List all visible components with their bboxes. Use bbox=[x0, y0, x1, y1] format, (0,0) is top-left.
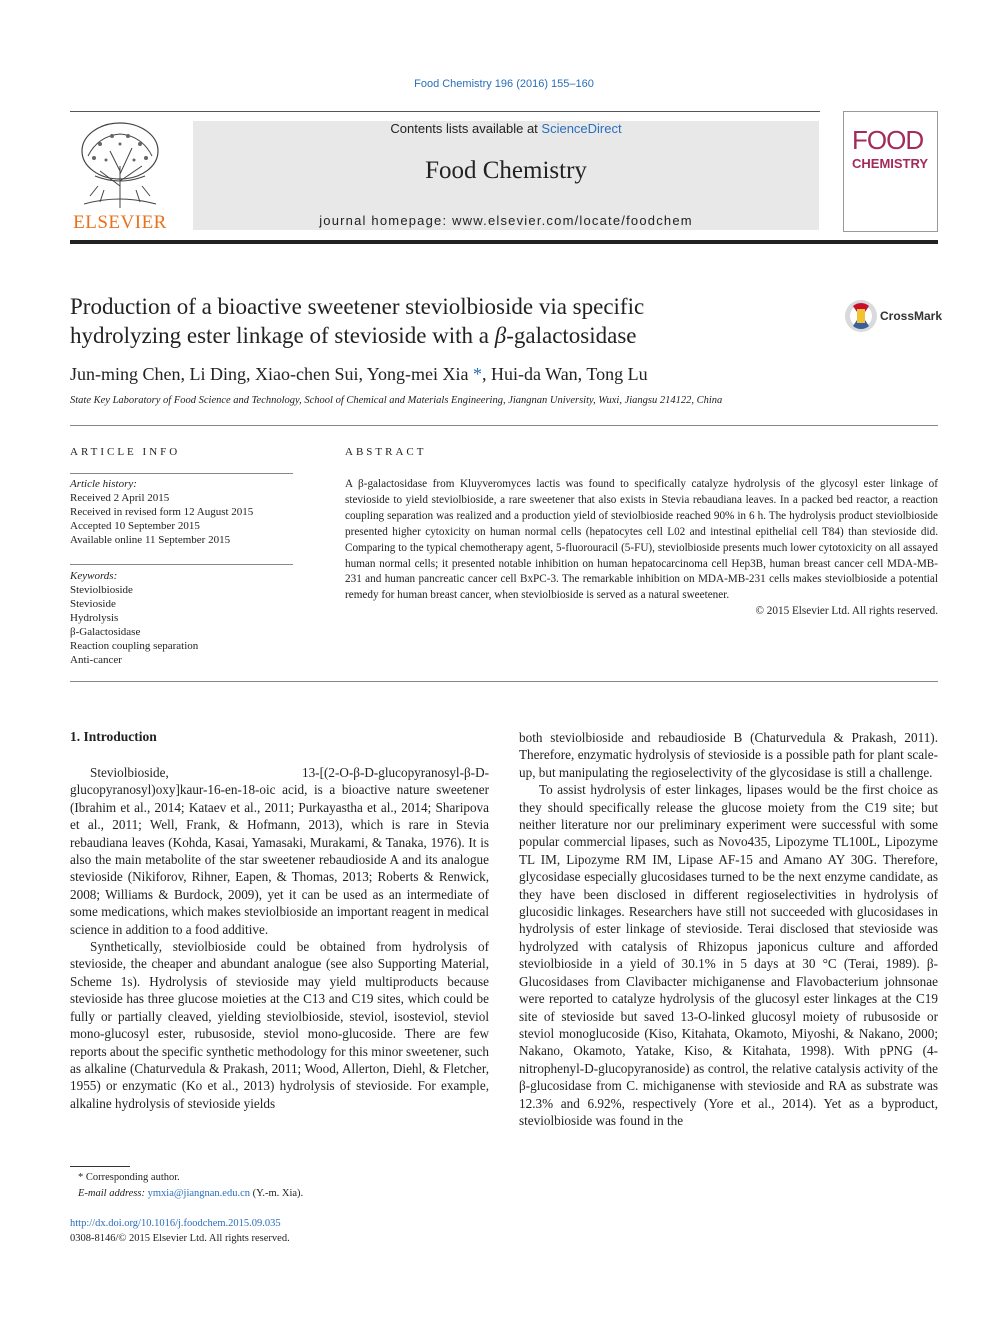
body-paragraph: both steviolbioside and rebaudioside B (Chaturvedula & Prakash, 2011). Therefore, enzymatic hydrolysis of stevioside is a possible path for plant scale-up, but manipulating the regioselectivity of the glycosidase is still a challenge. bbox=[519, 730, 938, 780]
abstract-divider bbox=[70, 681, 938, 682]
email-link[interactable]: ymxia@jiangnan.edu.cn bbox=[147, 1188, 250, 1199]
article-title bbox=[70, 292, 830, 350]
history-label: Article history: bbox=[70, 478, 137, 490]
title-line-2-text: hydrolyzing ester linkage of stevioside with a bbox=[70, 323, 495, 348]
abstract-copyright: © 2015 Elsevier Ltd. All rights reserved. bbox=[755, 605, 938, 618]
body-paragraph: Synthetically, steviolbioside could be obtained from hydrolysis of stevioside, the cheaper and abundant analogue (see also Supporting Material, Scheme 1s). Hydrolysis of stevioside may yield multiproducts because stevioside has three glucose moieties at the C13 and C19 sites, which could be fully or partially cleaved, yielding steviolbioside, steviol, isosteviol, steviol mono-glucosyl ester, rubusoside, steviol mono-glucoside. There are few reports about the specific synthetic methodology for this minor sweetener, such as alkaline (Chaturvedula & Prakash, 2011; Wood, Allerton, Diehl, & Fletcher, 1955) or enzymatic (Ko et al., 2013) hydrolysis of stevioside. For example, alkaline hydrolysis of stevioside yields bbox=[70, 939, 489, 1111]
body-paragraph: To assist hydrolysis of ester linkages, lipases would be the first choice as they should specifically release the glucose moiety from the C19 site; but neither literature nor our preliminary experiment were successful with some popular commercial lipases, such as Novo435, Lipozyme TL100L, Lipozyme TL IM, Lipozyme RM IM, Lipase AF-15 and Amano AY 30G. Therefore, glycosidase especially glucosidases turned to be the next enzyme candidate, as they have been disclosed in different regioselectivities in hydrolysis of glucosidic linkages. Researchers have still not succeeded with glucosidases in hydrolysis of ester linkage of stevioside. Terai disclosed that stevioside was hydrolyzed with catalysis of Rhizopus japonicus culture and afforded steviolbioside in a yield of 30.1% in 5 days at 30 °C (Terai, 1989). β-Glucosidases from Clavibacter michiganense and Flavobacterium johnsonae were reported to catalyze hydrolysis of the glucosyl ester linkages at the C19 site of stevioside but saved 13-O-linked glucosyl moiety of rubusoside or steviol monoglucoside (Kiso, Kitahata, Okamoto, Miyoshi, & Nakano, 2000; Nakano, Okamoto, Yatake, Kiso, & Kitahata, 1998). With pPNG (4-nitrophenyl-D-glucopyranoside) as control, the relative catalysis activity of the β-glucosidase from C. michiganense with stevioside and RA as substrate was 12.3% and 6.92%, respectively (Yore et al., 2014). Yet as a byproduct, steviolbioside was found in the bbox=[519, 782, 938, 1128]
crossmark-label[interactable]: CrossMark bbox=[880, 309, 943, 323]
history-item: Received in revised form 12 August 2015 bbox=[70, 506, 254, 518]
authors-part-2: , Hui-da Wan, Tong Lu bbox=[481, 364, 648, 384]
issn-copyright: 0308-8146/© 2015 Elsevier Ltd. All rights reserved. bbox=[70, 1233, 290, 1244]
journal-cover-thumbnail[interactable] bbox=[843, 111, 938, 232]
footnote-block bbox=[70, 1170, 490, 1202]
keywords-label: Keywords: bbox=[70, 570, 118, 582]
title-beta: β bbox=[494, 323, 507, 348]
author-list bbox=[70, 364, 648, 385]
doi-link[interactable]: http://dx.doi.org/10.1016/j.foodchem.2015.09.035 bbox=[70, 1218, 281, 1229]
email-label: E-mail address: bbox=[78, 1188, 148, 1199]
abstract-heading: ABSTRACT bbox=[345, 446, 427, 458]
abstract-text: A β-galactosidase from Kluyveromyces lactis was found to specifically catalyze hydrolysis of the glycosyl ester linkage of stevioside to yield steviolbioside, a rare sweetener that also exists in Stevia rebaudiana leaves. In a packed bed reactor, a reaction coupling separation was realized and a production yield of steviolbioside reached 90% in 6 h. The hydrolysis product steviolbioside presented higher cytoxicity on human normal cells (hepatocytes cell L02 and intestinal epithelial cell T84) than stevioside did. Comparing to the typical chemotherapy agent, 5-fluorouracil (5-FU), steviolbioside presents much lower cytotoxicity on all assayed human normal cells; it presented notable inhibition on human hepatocarcinoma cell Hep3B, human breast cancer cell MDA-MB-231 and human pancreatic cancer cell BxPC-3. The remarkable inhibition on MDA-MB-231 cells makes steviolbioside a potential remedy for human breast cancer, when steviolbioside is served as a natural sweetener. bbox=[345, 478, 938, 602]
body-column-left bbox=[70, 747, 489, 1112]
article-history bbox=[70, 477, 293, 547]
doi-block bbox=[70, 1216, 290, 1246]
history-item: Received 2 April 2015 bbox=[70, 492, 170, 504]
body-column-right bbox=[519, 729, 938, 1129]
keyword-item: β-Galactosidase bbox=[70, 626, 141, 638]
cover-title-food: FOOD bbox=[852, 125, 924, 155]
journal-homepage[interactable]: journal homepage: www.elsevier.com/locate/foodchem bbox=[319, 213, 693, 228]
contents-prefix: Contents lists available at bbox=[390, 121, 542, 136]
body-paragraph: Steviolbioside, 13-[(2-O-β-D-glucopyranosyl-β-D-glucopyranosyl)oxy]kaur-16-en-18-oic acid, is a bioactive nature sweetener (Ibrahim et al., 2014; Kataev et al., 2011; Purkayastha et al., 2014; Sharipova et al., 2011; Well, Frank, & Hofmann, 2013), which is rare in Stevia rebaudiana leaves (Kohda, Kasai, Yamasaki, Murakami, & Tanaka, 1976). It is also the main metabolite of the star sweetener rebaudioside A and its analogue stevioside (Nikiforov, Rihner, Eapen, & Thomas, 2013; Roberts & Renwick, 2008; Williams & Burdock, 2009), yet it can be used as an intermediate of some medications, which makes steviolbioside an important reagent in medical science in addition to a food additive. bbox=[70, 765, 489, 937]
corresponding-author-mark[interactable]: * bbox=[468, 364, 482, 384]
keyword-item: Anti-cancer bbox=[70, 654, 122, 666]
title-line-2 bbox=[70, 321, 830, 350]
sciencedirect-link[interactable]: ScienceDirect bbox=[541, 121, 622, 136]
title-divider bbox=[70, 425, 938, 426]
email-suffix: (Y.-m. Xia). bbox=[250, 1188, 304, 1199]
email-line bbox=[70, 1186, 490, 1202]
journal-citation-link[interactable]: Food Chemistry 196 (2016) 155–160 bbox=[414, 78, 594, 90]
corresponding-author-note: * Corresponding author. bbox=[78, 1172, 180, 1183]
authors-part-1: Jun-ming Chen, Li Ding, Xiao-chen Sui, Yong-mei Xia bbox=[70, 364, 469, 384]
keyword-item: Stevioside bbox=[70, 598, 116, 610]
keyword-item: Hydrolysis bbox=[70, 612, 119, 624]
title-line-1: Production of a bioactive sweetener steviolbioside via specific bbox=[70, 294, 645, 319]
contents-available-line bbox=[193, 121, 819, 136]
cover-title-chemistry: CHEMISTRY bbox=[852, 156, 929, 171]
history-item: Accepted 10 September 2015 bbox=[70, 520, 200, 532]
keywords-block bbox=[70, 569, 293, 667]
article-info-rule bbox=[70, 473, 293, 474]
elsevier-wordmark: ELSEVIER bbox=[73, 212, 167, 233]
footnote-rule bbox=[70, 1166, 130, 1167]
title-line-2-suffix: -galactosidase bbox=[506, 323, 637, 348]
header-bottom-rule bbox=[70, 240, 938, 244]
keywords-rule bbox=[70, 564, 293, 565]
keyword-item: Reaction coupling separation bbox=[70, 640, 199, 652]
header-top-rule bbox=[70, 111, 820, 112]
journal-title: Food Chemistry bbox=[425, 157, 587, 184]
abstract-body bbox=[345, 477, 938, 620]
article-info-heading: ARTICLE INFO bbox=[70, 446, 181, 458]
keyword-item: Steviolbioside bbox=[70, 584, 133, 596]
history-item: Available online 11 September 2015 bbox=[70, 534, 231, 546]
author-affiliation: State Key Laboratory of Food Science and Technology, School of Chemical and Materials Engineering, Jiangnan University, Wuxi, Jiangsu 214122, China bbox=[70, 395, 723, 406]
introduction-heading: 1. Introduction bbox=[70, 729, 157, 744]
